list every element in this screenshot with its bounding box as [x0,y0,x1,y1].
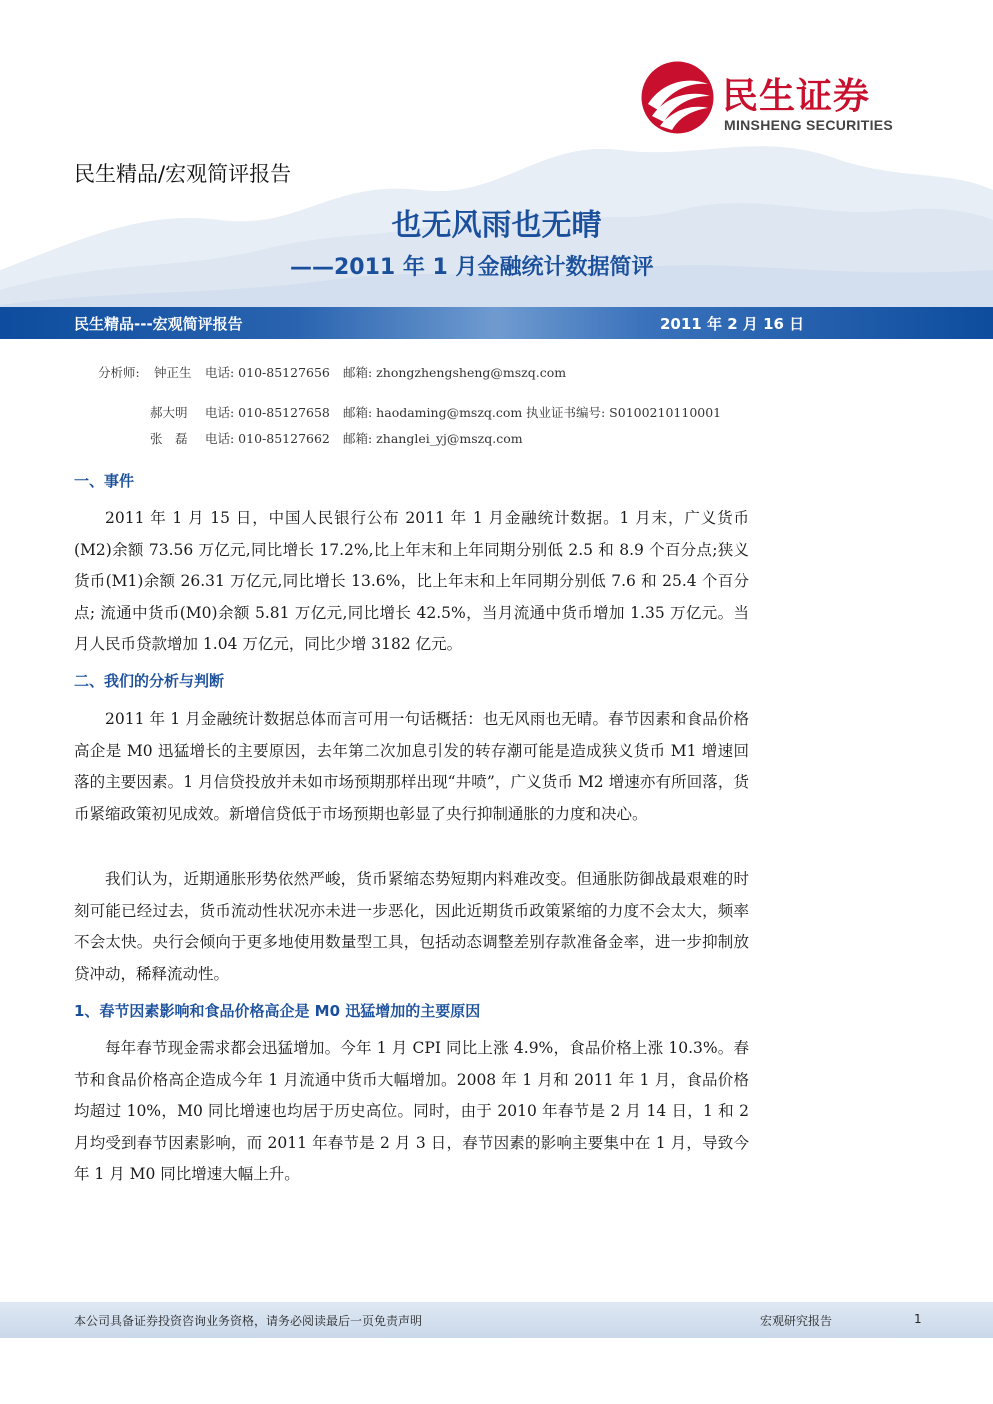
analyst-email[interactable]: 邮箱: zhanglei_yj@mszq.com [343,431,523,446]
section-heading-analysis: 二、我们的分析与判断 [74,672,225,690]
analyst-phone: 电话: 010-85127662 [205,431,330,446]
logo-name-cn: 民生证券 [722,76,871,117]
paragraph-m0: 每年春节现金需求都会迅猛增加。今年 1 月 CPI 同比上涨 4.9%，食品价格上涨 10.3%。春节和食品价格高企造成今年 1 月流通中货币大幅增加。2008 年 1 月和 2011 年 1 月，食品价格均超过 10%，M0 同比增速也均居于历史高位。同时，由于 2010 年春节是 2 月 14 日，1 和 2 月均受到春节因素影响，而 2011 年春节是 2 月 3 日，春节因素的影响主要集中在 1 月，导致今年 1 月 M0 同比增速大幅上升。 [74,1039,749,1183]
analyst-phone: 电话: 010-85127658 [205,405,330,420]
analyst-name: 郝大明 [150,405,188,420]
analyst-email[interactable]: 邮箱: haodaming@mszq.com [343,405,523,420]
analyst-role: 分析师: [98,365,140,380]
analyst-email[interactable]: 邮箱: zhongzhengsheng@mszq.com [343,365,567,380]
page-footer [0,1302,993,1338]
paragraph-analysis-2: 我们认为，近期通胀形势依然严峻，货币紧缩态势短期内料难改变。但通胀防御战最艰难的时刻可能已经过去，货币流动性状况亦未进一步恶化，因此近期货币政策紧缩的力度不会太大，频率不会太快。央行会倾向于更多地使用数量型工具，包括动态调整差别存款准备金率，进一步抑制放贷冲动，稀释流动性。 [74,870,749,983]
logo-name-en: MINSHENG SECURITIES [724,117,894,133]
minsheng-logo-icon [640,60,715,135]
report-subtitle: ——2011 年 1 月金融统计数据简评 [290,255,654,280]
brand-logo [640,60,930,140]
header-band [0,307,993,339]
band-series-label: 民生精品---宏观简评报告 [74,315,243,333]
analyst-name: 张 磊 [150,431,188,446]
footer-disclaimer: 本公司具备证券投资咨询业务资格，请务必阅读最后一页免责声明 [74,1314,423,1328]
page-number: 1 [914,1312,922,1326]
paragraph-analysis-1: 2011 年 1 月金融统计数据总体而言可用一句话概括：也无风雨也无晴。春节因素和食品价格高企是 M0 迅猛增长的主要原因，去年第二次加息引发的转存潮可能是造成狭义货币 M1 增速回落的主要因素。1 月信贷投放并未如市场预期那样出现“井喷”，广义货币 M2 增速亦有所回落，货币紧缩政策初见成效。新增信贷低于市场预期也彰显了央行抑制通胀的力度和决心。 [74,710,749,823]
footer-category: 宏观研究报告 [760,1314,833,1328]
analyst-name: 钟正生 [154,365,192,380]
report-title: 也无风雨也无晴 [391,208,602,243]
section-heading-event: 一、事件 [74,472,135,490]
section-heading-m0: 1、春节因素影响和食品价格高企是 M0 迅猛增加的主要原因 [74,1002,481,1020]
report-date: 2011 年 2 月 16 日 [660,315,805,333]
analyst-cert: 执业证书编号: S0100210110001 [526,405,722,420]
analyst-phone: 电话: 010-85127656 [205,365,330,380]
report-series-title: 民生精品/宏观简评报告 [74,162,292,186]
paragraph-event: 2011 年 1 月 15 日，中国人民银行公布 2011 年 1 月金融统计数据。1 月末，广义货币(M2)余额 73.56 万亿元,同比增长 17.2%,比上年末和上年同期分别低 2.5 和 8.9 个百分点;狭义货币(M1)余额 26.31 万亿元,同比增长 13.6%，比上年末和上年同期分别低 7.6 和 25.4 个百分点; 流通中货币(M0)余额 5.81 万亿元,同比增长 42.5%，当月流通中货币增加 1.35 万亿元。当月人民币贷款增加 1.04 万亿元，同比少增 3182 亿元。 [74,509,749,653]
